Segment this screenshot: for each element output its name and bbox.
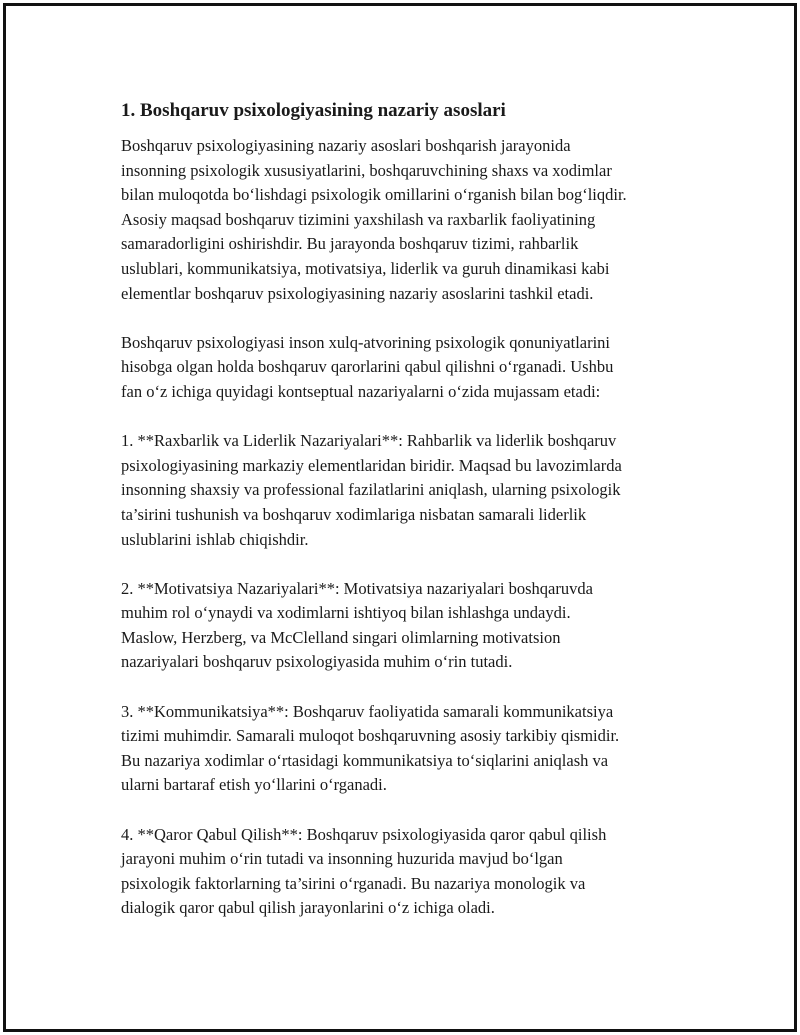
text-line: uslublarini ishlab chiqishdir. bbox=[121, 529, 309, 549]
text-line: insonning shaxsiy va professional fazilatlarini aniqlash, ularning psixologik bbox=[121, 480, 621, 500]
paragraph-leadership bbox=[121, 429, 701, 552]
text-line: Bu nazariya xodimlar o‘rtasidagi kommunikatsiya to‘siqlarini aniqlash va bbox=[121, 750, 609, 770]
text-line: tizimi muhimdir. Samarali muloqot boshqaruvning asosiy tarkibiy qismidir. bbox=[121, 726, 620, 746]
text-line: 2. **Motivatsiya Nazariyalari**: Motivatsiya nazariyalari boshqaruvda bbox=[121, 578, 593, 598]
text-line: Boshqaruv psixologiyasi inson xulq-atvorining psixologik qonuniyatlarini bbox=[121, 332, 611, 352]
text-line: 4. **Qaror Qabul Qilish**: Boshqaruv psixologiyasida qaror qabul qilish bbox=[121, 824, 607, 844]
text-line: hisobga olgan holda boshqaruv qarorlarini qabul qilishni o‘rganadi. Ushbu bbox=[121, 357, 614, 377]
text-line: elementlar boshqaruv psixologiyasining nazariy asoslarini tashkil etadi. bbox=[121, 283, 594, 303]
document-body bbox=[121, 98, 701, 946]
text-line: 3. **Kommunikatsiya**: Boshqaruv faoliyatida samarali kommunikatsiya bbox=[121, 701, 614, 721]
text-line: ta’sirini tushunish va boshqaruv xodimlariga nisbatan samarali liderlik bbox=[121, 504, 587, 524]
text-line: jarayoni muhim o‘rin tutadi va insonning huzurida mavjud bo‘lgan bbox=[121, 849, 563, 869]
text-line: samaradorligini oshirishdir. Bu jarayonda boshqaruv tizimi, rahbarlik bbox=[121, 234, 579, 254]
text-line: insonning psixologik xususiyatlarini, boshqaruvchining shaxs va xodimlar bbox=[121, 160, 612, 180]
page-frame bbox=[3, 3, 797, 1032]
text-line: dialogik qaror qabul qilish jarayonlarini o‘z ichiga oladi. bbox=[121, 898, 495, 918]
text-line: psixologiyasining markaziy elementlaridan biridir. Maqsad bu lavozimlarda bbox=[121, 455, 622, 475]
text-line: bilan muloqotda bo‘lishdagi psixologik omillarini o‘rganish bilan bog‘liqdir. bbox=[121, 185, 627, 205]
section-heading: 1. Boshqaruv psixologiyasining nazariy asoslari bbox=[121, 100, 506, 121]
paragraph-scope bbox=[121, 331, 701, 405]
text-line: psixologik faktorlarning ta’sirini o‘rganadi. Bu nazariya monologik va bbox=[121, 873, 586, 893]
text-line: nazariyalari boshqaruv psixologiyasida muhim o‘rin tutadi. bbox=[121, 652, 513, 672]
text-line: Maslow, Herzberg, va McClelland singari olimlarning motivatsion bbox=[121, 627, 561, 647]
text-line: Asosiy maqsad boshqaruv tizimini yaxshilash va raxbarlik faoliyatining bbox=[121, 209, 596, 229]
paragraph-communication bbox=[121, 700, 701, 798]
text-line: muhim rol o‘ynaydi va xodimlarni ishtiyoq bilan ishlashga undaydi. bbox=[121, 603, 571, 623]
paragraph-intro bbox=[121, 134, 701, 306]
text-line: fan o‘z ichiga quyidagi kontseptual nazariyalarni o‘zida mujassam etadi: bbox=[121, 381, 601, 401]
text-line: Boshqaruv psixologiyasining nazariy asoslari boshqarish jarayonida bbox=[121, 136, 571, 155]
text-line: 1. **Raxbarlik va Liderlik Nazariyalari**: Rahbarlik va liderlik boshqaruv bbox=[121, 431, 617, 451]
text-line: uslublari, kommunikatsiya, motivatsiya, liderlik va guruh dinamikasi kabi bbox=[121, 258, 610, 278]
paragraph-motivation bbox=[121, 577, 701, 675]
text-line: ularni bartaraf etish yo‘llarini o‘rganadi. bbox=[121, 775, 387, 795]
paragraph-decision-making bbox=[121, 823, 701, 921]
